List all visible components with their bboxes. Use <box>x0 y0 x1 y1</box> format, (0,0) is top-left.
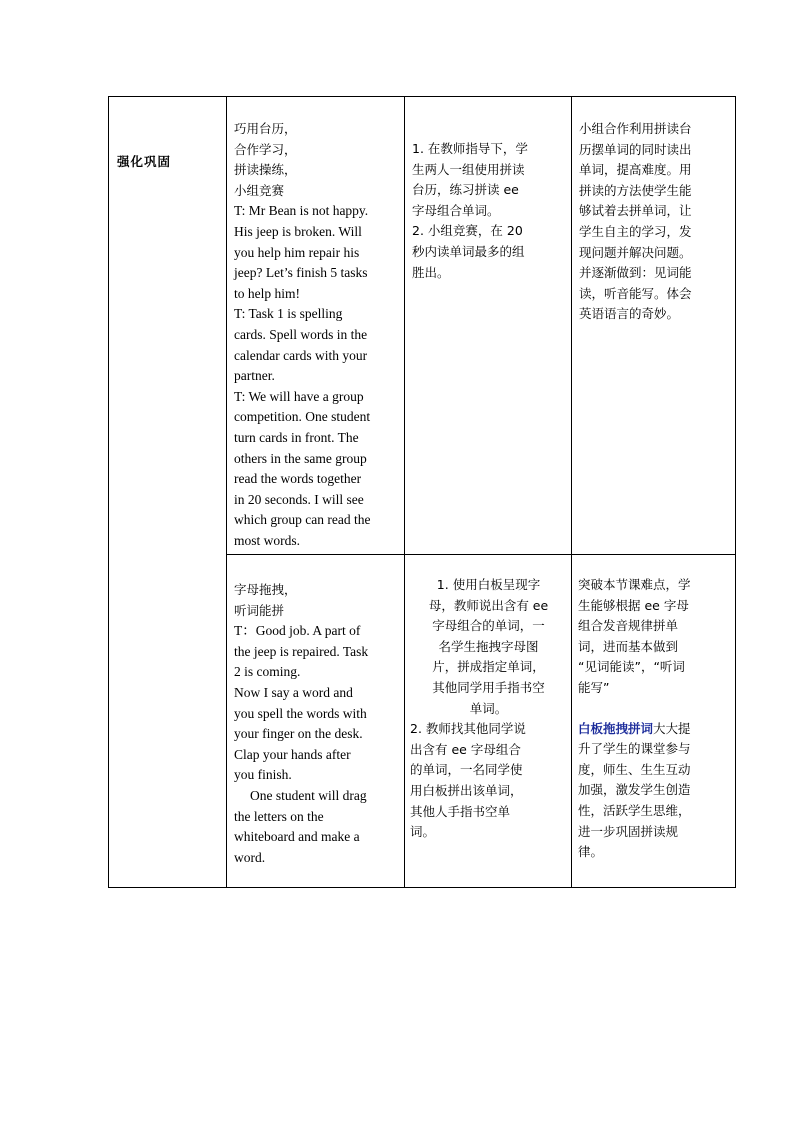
activity-line: Clap your hands after <box>234 746 351 762</box>
activity-heading: 字母拖拽， <box>234 582 297 597</box>
student-line: 台历，练习拼读 ee <box>412 182 519 198</box>
intent-line: “见词能读”，“听词 <box>578 659 685 675</box>
activity-heading: 巧用台历， <box>234 121 297 136</box>
activity-line: T: Mr Bean is not happy. <box>234 203 369 219</box>
highlight-text: 白板拖拽拼词 <box>578 720 654 736</box>
lesson-plan-table <box>108 96 736 888</box>
activity-line: the jeep is repaired. Task <box>234 643 369 659</box>
activity-line: you spell the words with <box>234 705 367 721</box>
student-line: 片，拼成指定单词， <box>432 659 545 675</box>
student-line: 字母组合单词。 <box>412 202 500 218</box>
activity-line: Now I say a word and <box>234 684 353 700</box>
intent-line <box>578 719 731 740</box>
student-line: 其他同学用手指书空 <box>432 679 545 695</box>
intent-line: 词，进而基本做到 <box>578 638 679 654</box>
intent-line-tail: 大大提 <box>653 720 691 736</box>
design-intent-cell <box>572 97 736 555</box>
design-intent-cell <box>572 555 736 888</box>
student-activity-text <box>405 97 571 283</box>
activity-line: you help him repair his <box>234 244 360 260</box>
activity-text <box>227 555 404 868</box>
activity-line: T: Task 1 is spelling <box>234 306 343 322</box>
student-line: 出含有 ee 字母组合 <box>410 741 521 757</box>
intent-line: 度，师生、生生互动 <box>578 761 691 777</box>
activity-heading: 听词能拼 <box>234 602 285 618</box>
intent-line: 学生自主的学习，发 <box>579 223 692 239</box>
activity-line: partner. <box>234 368 275 384</box>
intent-line: 历摆单词的同时读出 <box>579 141 692 157</box>
student-activity-cell <box>405 97 572 555</box>
activity-line: turn cards in front. The <box>234 429 359 445</box>
intent-line: 现问题并解决问题。 <box>579 244 692 260</box>
student-line: 名学生拖拽字母图 <box>438 638 539 654</box>
intent-line: 突破本节课难点，学 <box>578 577 691 592</box>
student-line: 母，教师说出含有 ee <box>428 597 549 613</box>
intent-line: 升了学生的课堂参与 <box>578 741 691 757</box>
activity-heading: 小组竞赛 <box>234 182 285 198</box>
student-line: 2. 教师找其他同学说 <box>410 721 526 737</box>
student-activity-text <box>405 555 571 843</box>
student-activity-cell <box>405 555 572 888</box>
intent-line: 组合发音规律拼单 <box>578 618 679 634</box>
student-line: 的单词，一名同学使 <box>410 762 523 778</box>
student-line: 1. 使用白板呈现字 <box>436 577 541 592</box>
activity-line: T：Good job. A part of <box>234 623 361 639</box>
student-line: 用白板拼出该单词， <box>410 782 523 798</box>
activity-line: 2 is coming. <box>234 664 301 680</box>
stage-label: 强化巩固 <box>117 154 172 169</box>
intent-line: 律。 <box>578 844 604 860</box>
student-line: 2. 小组竞赛，在 20 <box>412 223 523 239</box>
design-intent-text <box>572 555 735 863</box>
activity-text <box>227 97 404 551</box>
intent-line: 加强，激发学生创造 <box>578 782 691 798</box>
activity-line: cards. Spell words in the <box>234 326 368 342</box>
intent-line: 进一步巩固拼读规 <box>578 823 679 839</box>
student-line: 生两人一组使用拼读 <box>412 161 525 177</box>
activity-line: the letters on the <box>234 808 324 824</box>
activity-line: your finger on the desk. <box>234 726 363 742</box>
student-line: 其他人手指书空单 <box>410 803 511 819</box>
activity-line: read the words together <box>234 471 362 487</box>
activity-line: you finish. <box>234 767 292 783</box>
student-line: 1. 在教师指导下，学 <box>412 141 528 156</box>
intent-line: 性，活跃学生思维， <box>578 802 691 818</box>
activity-line: One student will drag <box>250 787 367 803</box>
activity-line: which group can read the <box>234 512 371 528</box>
intent-line: 并逐渐做到：见词能 <box>579 265 692 281</box>
stage-cell <box>109 97 227 888</box>
student-line: 秒内读单词最多的组 <box>412 243 525 259</box>
spacer <box>578 699 731 719</box>
design-intent-text <box>572 97 735 325</box>
activity-line: others in the same group <box>234 450 367 466</box>
activity-cell <box>227 555 405 888</box>
activity-line: in 20 seconds. I will see <box>234 491 364 507</box>
activity-line: calendar cards with your <box>234 347 368 363</box>
intent-line: 能写” <box>578 679 610 695</box>
intent-line: 小组合作利用拼读台 <box>579 121 692 136</box>
activity-line: most words. <box>234 532 301 548</box>
student-line: 胜出。 <box>412 264 450 280</box>
activity-line: T: We will have a group <box>234 388 364 404</box>
activity-cell <box>227 97 405 555</box>
student-line: 词。 <box>410 824 436 840</box>
activity-line: word. <box>234 849 266 865</box>
intent-line: 够试着去拼单词，让 <box>579 203 692 219</box>
intent-line: 生能够根据 ee 字母 <box>578 597 689 613</box>
intent-line: 英语语言的奇妙。 <box>579 306 680 322</box>
intent-line: 读，听音能写。体会 <box>579 285 692 301</box>
intent-line: 拼读的方法使学生能 <box>579 182 692 198</box>
activity-heading: 拼读操练， <box>234 162 297 178</box>
activity-line: whiteboard and make a <box>234 829 360 845</box>
activity-line: His jeep is broken. Will <box>234 223 362 239</box>
activity-line: to help him! <box>234 285 300 301</box>
student-line: 字母组合的单词，一 <box>432 618 545 634</box>
activity-heading: 合作学习， <box>234 141 297 157</box>
activity-line: competition. One student <box>234 409 371 425</box>
activity-line: jeep? Let’s finish 5 tasks <box>234 265 368 281</box>
intent-line: 单词，提高难度。用 <box>579 162 692 178</box>
table-row <box>109 97 736 555</box>
student-line: 单词。 <box>469 700 508 716</box>
